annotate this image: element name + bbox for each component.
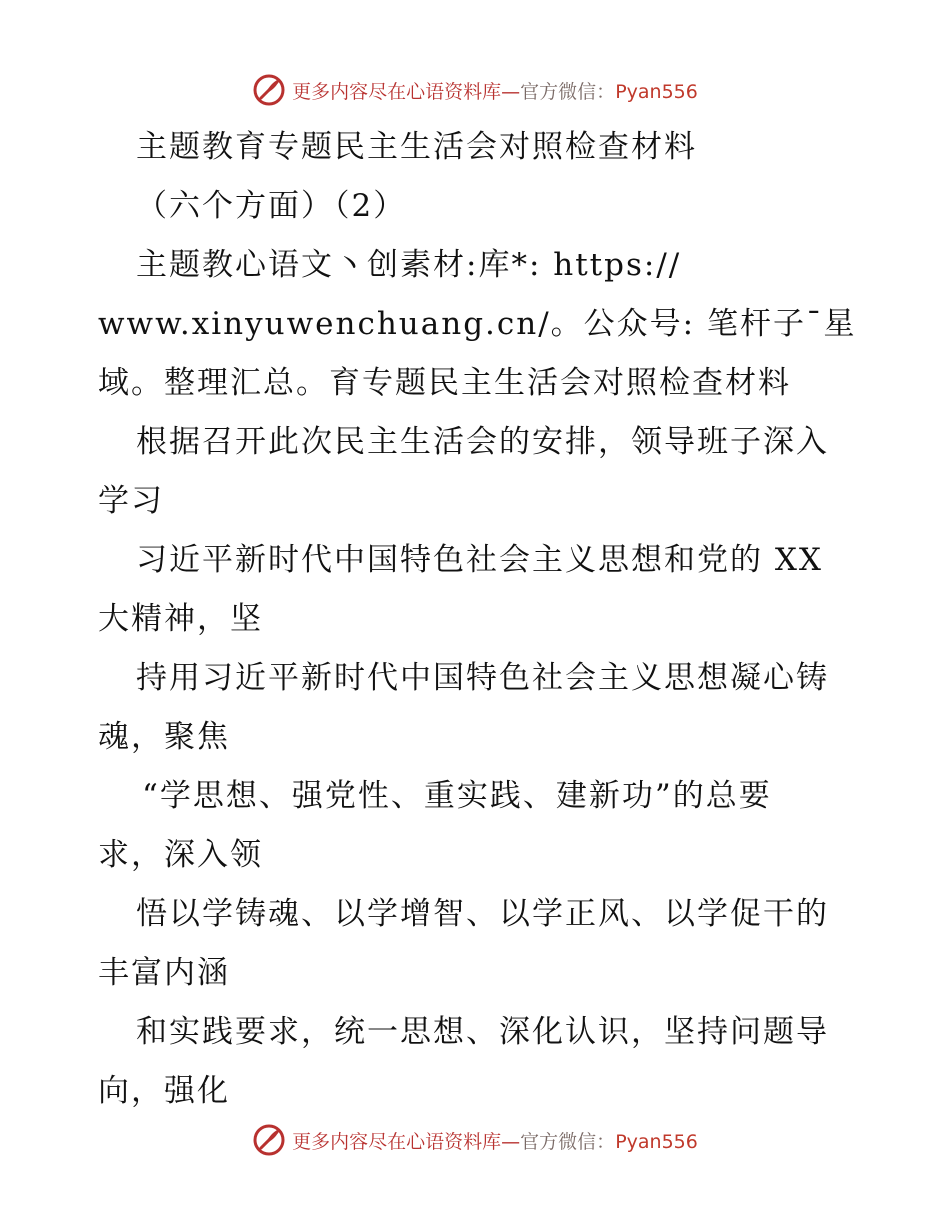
doc-title-line-2: （六个方面）（2） (136, 188, 407, 224)
paragraph-line: www.xinyuwenchuang.cn/。公众号: 笔杆子¯星 (98, 306, 857, 342)
banner-text: 更多内容尽在心语资料库—官方微信：Pyan556 (292, 1130, 698, 1153)
feather-logo-icon (252, 73, 286, 107)
paragraph-line: 求，深入领 (98, 837, 263, 873)
footer-watermark-banner (0, 1118, 950, 1162)
paragraph-line: 根据召开此次民主生活会的安排，领导班子深入 (136, 424, 829, 460)
paragraph-line: 和实践要求，统一思想、深化认识，坚持问题导 (136, 1014, 829, 1050)
feather-logo-icon (252, 1123, 286, 1157)
header-watermark-banner (0, 68, 950, 112)
paragraph-line: 悟以学铸魂、以学增智、以学正风、以学促干的 (136, 896, 829, 932)
paragraph-line: 主题教心语文丶创素材:库*: https:// (136, 247, 682, 283)
paragraph-line: 大精神，坚 (98, 601, 263, 637)
paragraph-line: 魂，聚焦 (98, 719, 230, 755)
paragraph-line: “学思想、强党性、重实践、建新功”的总要 (142, 778, 772, 814)
paragraph-line: 学习 (98, 483, 164, 519)
paragraph-line: 持用习近平新时代中国特色社会主义思想凝心铸 (136, 660, 829, 696)
doc-title-line-1: 主题教育专题民主生活会对照检查材料 (136, 129, 697, 165)
paragraph-line: 习近平新时代中国特色社会主义思想和党的 XX (136, 542, 823, 578)
paragraph-line: 域。整理汇总。育专题民主生活会对照检查材料 (98, 365, 791, 401)
paragraph-line: 丰富内涵 (98, 955, 230, 991)
banner-text: 更多内容尽在心语资料库—官方微信：Pyan556 (292, 80, 698, 103)
document-body (98, 118, 858, 1121)
paragraph-line: 向，强化 (98, 1073, 230, 1109)
